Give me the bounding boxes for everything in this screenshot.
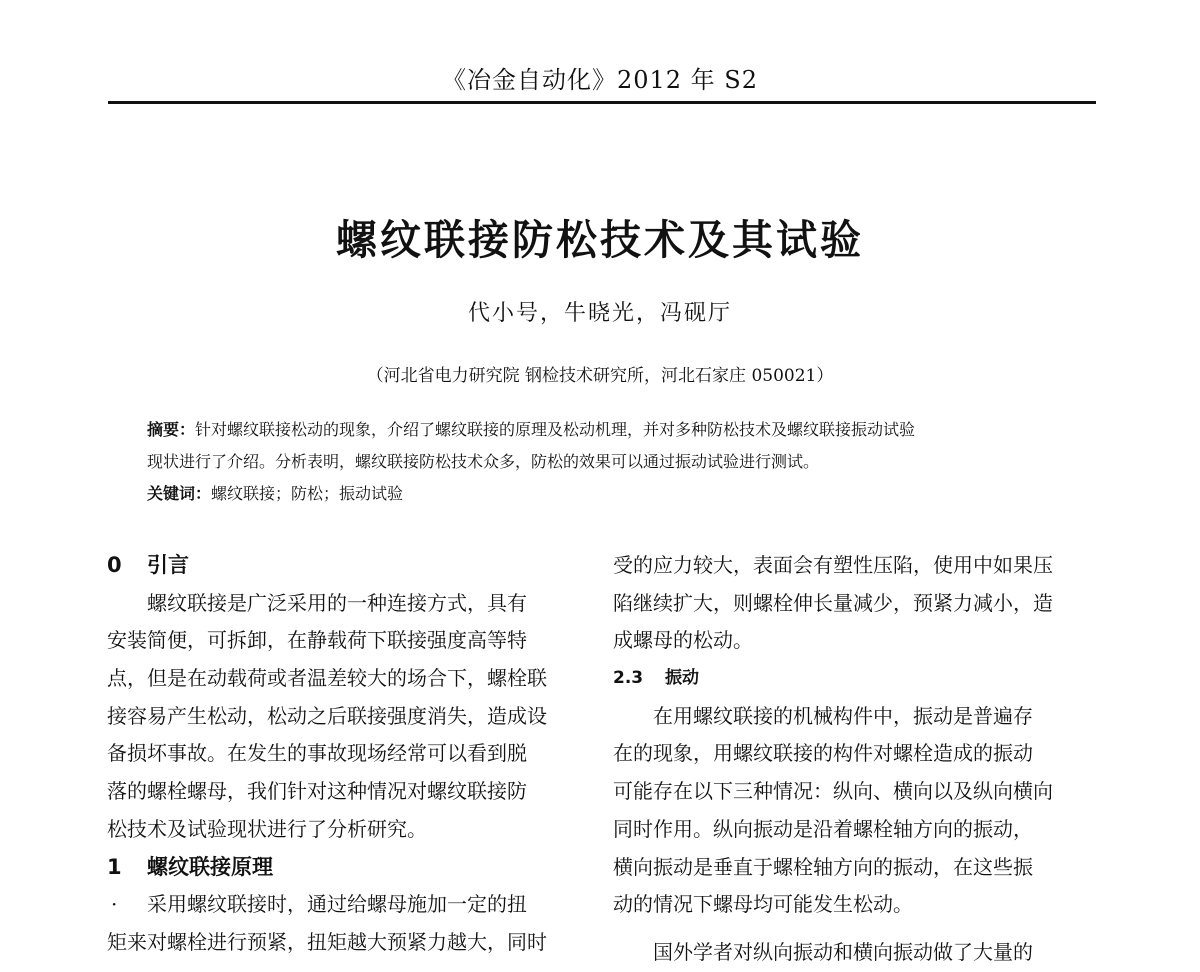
- right-column: [613, 547, 1093, 972]
- stray-mark: ·: [111, 892, 118, 917]
- section-heading-principle: [107, 849, 587, 887]
- section-number: 1: [107, 854, 122, 879]
- paragraph-line: 点，但是在动载荷或者温差较大的场合下，螺栓联: [107, 666, 547, 691]
- paragraph-line: 横向振动是垂直于螺栓轴方向的振动，在这些振: [613, 854, 1033, 879]
- subsection-title: 振动: [665, 668, 699, 689]
- paragraph-line: 螺纹联接是广泛采用的一种连接方式，具有: [147, 590, 527, 615]
- affiliation: （河北省电力研究院 钢检技术研究所，河北石家庄 050021）: [366, 366, 834, 386]
- keywords-label: 关键词：: [147, 484, 212, 503]
- abstract-line-1: [147, 414, 1067, 446]
- paragraph-line: 备损坏事故。在发生的事故现场经常可以看到脱: [107, 741, 527, 766]
- section-title: 螺纹联接原理: [147, 854, 273, 879]
- paragraph-text: 采用螺纹联接时，通过给螺母施加一定的扭: [147, 892, 527, 917]
- section-title: 引言: [147, 553, 189, 577]
- left-column: [107, 547, 587, 962]
- paragraph-line: 松技术及试验现状进行了分析研究。: [107, 816, 427, 841]
- paragraph-line: 成螺母的松动。: [613, 628, 753, 653]
- paragraph-line: 在的现象，用螺纹联接的构件对螺栓造成的振动: [613, 741, 1033, 766]
- journal-header: 《冶金自动化》2012 年 S2: [441, 66, 759, 94]
- paragraph-line: 受的应力较大，表面会有塑性压陷，使用中如果压: [613, 553, 1053, 577]
- abstract-block: [147, 414, 1067, 510]
- paragraph-line: 国外学者对纵向振动和横向振动做了大量的: [653, 939, 1033, 964]
- paragraph-line: 动的情况下螺母均可能发生松动。: [613, 892, 913, 917]
- paper-title: 螺纹联接防松技术及其试验: [336, 216, 864, 264]
- keywords-line: [147, 478, 1067, 510]
- paragraph-line: 可能存在以下三种情况：纵向、横向以及纵向横向: [613, 779, 1053, 804]
- abstract-label: 摘要：: [147, 420, 196, 439]
- paragraph-line: 矩来对螺栓进行预紧，扭矩越大预紧力越大，同时: [107, 929, 547, 954]
- paragraph-line: 在用螺纹联接的机械构件中，振动是普遍存: [653, 703, 1033, 728]
- paragraph-line: 接容易产生松动，松动之后联接强度消失，造成设: [107, 703, 547, 728]
- paragraph-gap: [613, 924, 1093, 934]
- abstract-line-2: 现状进行了介绍。分析表明，螺纹联接防松技术众多，防松的效果可以通过振动试验进行测试。: [147, 452, 820, 471]
- paragraph-line: [107, 886, 587, 924]
- subsection-number: 2.3: [613, 668, 644, 689]
- authors: 代小号，牛晓光，冯砚厅: [467, 301, 732, 326]
- keywords-text: 螺纹联接；防松；振动试验: [211, 484, 404, 503]
- paragraph-line: 落的螺栓螺母，我们针对这种情况对螺纹联接防: [107, 779, 527, 804]
- header-rule: [108, 101, 1096, 104]
- subsection-heading-vibration: [613, 660, 1093, 698]
- paragraph-line: 陷继续扩大，则螺栓伸长量减少，预紧力减小，造: [613, 590, 1053, 615]
- abstract-text-1: 针对螺纹联接松动的现象，介绍了螺纹联接的原理及松动机理，并对多种防松技术及螺纹联接振动试验: [195, 420, 916, 439]
- paragraph-line: 同时作用。纵向振动是沿着螺栓轴方向的振动，: [613, 816, 1033, 841]
- section-number: 0: [107, 553, 122, 577]
- section-heading-intro: [107, 547, 587, 585]
- paragraph-line: 安装简便，可拆卸，在静载荷下联接强度高等特: [107, 628, 527, 653]
